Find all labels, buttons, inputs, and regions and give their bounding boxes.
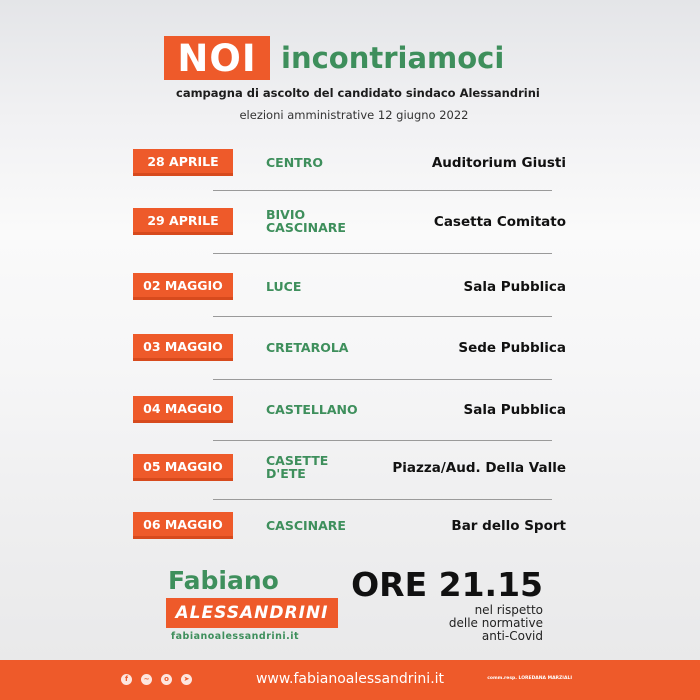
schedule-row [0,454,700,484]
venue: Sala Pubblica [463,279,566,295]
row-divider [213,440,552,441]
row-divider [213,316,552,317]
locality-line: CRETAROLA [266,340,349,355]
date-label: 06 MAGGIO [143,516,223,532]
venue: Bar dello Sport [451,518,566,534]
event-time: ORE 21.15 [351,565,543,604]
date-tag [133,454,233,481]
locality [266,208,396,234]
campaign-subtitle: campagna di ascolto del candidato sindaco Alessandrini [176,86,540,100]
footer-bar [0,660,700,700]
candidate-website[interactable]: fabianoalessandrini.it [171,631,300,642]
venue: Auditorium Giusti [431,155,566,171]
locality [266,519,396,532]
title-incontriamoci: incontriamoci [281,41,505,75]
row-divider [213,190,552,191]
locality-line: CASCINARE [266,518,346,533]
date-tag [133,149,233,176]
committente-note: comm.resp. LOREDANA MARZIALI [487,676,572,681]
candidate-last-name [166,598,338,628]
row-divider [213,379,552,380]
locality [266,403,396,416]
schedule-row [0,273,700,303]
footer-website[interactable]: www.fabianoalessandrini.it [255,671,445,687]
locality [266,156,396,169]
locality-line: BIVIO [266,207,306,222]
messenger-icon[interactable]: ~ [141,674,152,685]
facebook-icon[interactable]: f [121,674,132,685]
date-tag [133,334,233,361]
locality-line: CASCINARE [266,220,346,235]
date-label: 03 MAGGIO [143,338,223,354]
schedule-row [0,208,700,238]
schedule-row [0,149,700,179]
covid-note-line: nel rispetto [474,603,543,617]
candidate-last-name-text: ALESSANDRINI [175,603,329,623]
date-label: 04 MAGGIO [143,400,223,416]
row-divider [213,499,552,500]
venue: Sede Pubblica [458,340,566,356]
schedule-row [0,396,700,426]
locality-line: D'ETE [266,466,306,481]
noi-badge [164,36,270,80]
venue: Piazza/Aud. Della Valle [392,460,566,476]
date-label: 29 APRILE [147,212,219,228]
telegram-icon[interactable]: ➤ [181,674,192,685]
locality [266,280,396,293]
locality-line: LUCE [266,279,302,294]
noi-label: NOI [177,36,257,80]
date-label: 28 APRILE [147,153,219,169]
header [0,0,700,130]
covid-note-line: delle normative [448,616,543,630]
elections-date: elezioni amministrative 12 giugno 2022 [239,108,469,122]
date-tag [133,396,233,423]
locality-line: CASETTE [266,453,329,468]
candidate-first-name: Fabiano [168,566,279,595]
covid-note [449,604,543,643]
schedule-row [0,512,700,542]
date-label: 05 MAGGIO [143,458,223,474]
date-tag [133,512,233,539]
schedule-row [0,334,700,364]
locality [266,454,396,480]
row-divider [213,253,552,254]
date-label: 02 MAGGIO [143,277,223,293]
locality-line: CASTELLANO [266,402,358,417]
venue: Sala Pubblica [463,402,566,418]
instagram-icon[interactable]: o [161,674,172,685]
covid-note-line: anti-Covid [481,629,543,643]
venue: Casetta Comitato [433,214,566,230]
date-tag [133,273,233,300]
locality [266,341,396,354]
locality-line: CENTRO [266,155,323,170]
date-tag [133,208,233,235]
